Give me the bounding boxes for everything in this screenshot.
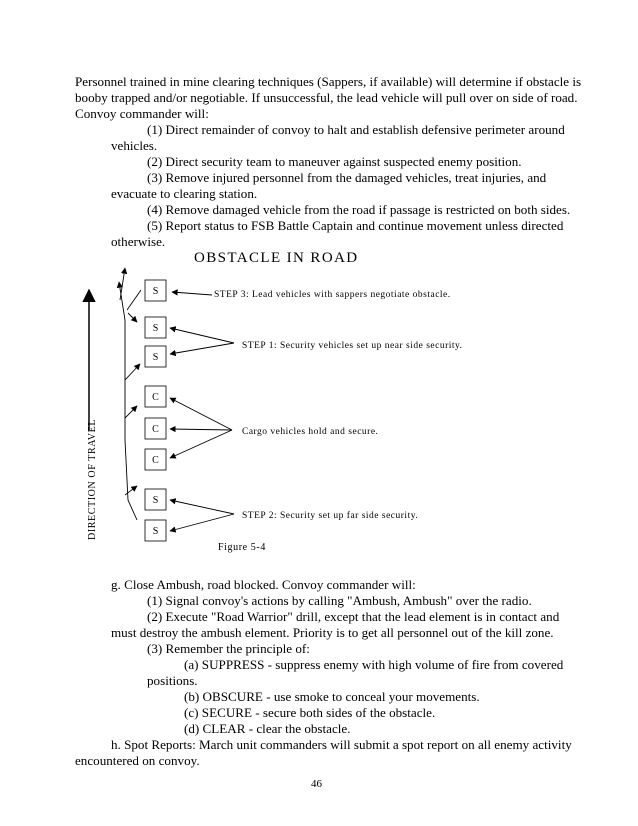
vehicle-label: C: [152, 392, 159, 403]
intro-line: otherwise.: [111, 234, 166, 249]
direction-label: DIRECTION OF TRAVEL: [87, 418, 98, 540]
step2-label: STEP 2: Security set up far side security.: [242, 511, 419, 521]
intro-line: evacuate to clearing station.: [111, 186, 258, 201]
cargo-arrows: [170, 398, 232, 458]
cargo-label: Cargo vehicles hold and secure.: [242, 427, 379, 437]
figure-title: OBSTACLE IN ROAD: [194, 250, 359, 266]
intro-line: (2) Direct security team to maneuver against suspected enemy position.: [147, 154, 522, 169]
vehicle-label: S: [152, 495, 159, 506]
body-line: (d) CLEAR - clear the obstacle.: [184, 721, 351, 736]
intro-line: (4) Remove damaged vehicle from the road if passage is restricted on both sides.: [147, 202, 571, 217]
body-line: (3) Remember the principle of:: [147, 641, 310, 656]
vehicle-label: C: [152, 455, 159, 466]
intro-line: (1) Direct remainder of convoy to halt and establish defensive perimeter around: [147, 122, 565, 137]
body-line: encountered on convoy.: [75, 753, 200, 768]
body-line: must destroy the ambush element. Priority is to get all personnel out of the kill zone.: [111, 625, 554, 640]
body-line: h. Spot Reports: March unit commanders will submit a spot report on all enemy activity: [111, 737, 572, 752]
step3-arrow: [172, 292, 212, 295]
body-line: (2) Execute "Road Warrior" drill, except that the lead element is in contact and: [147, 609, 560, 624]
body-line: g. Close Ambush, road blocked. Convoy commander will:: [111, 577, 416, 592]
body-line: (b) OBSCURE - use smoke to conceal your movements.: [184, 689, 480, 704]
step2-arrows: [170, 500, 234, 531]
body-line: (c) SECURE - secure both sides of the obstacle.: [184, 705, 436, 720]
intro-line: Convoy commander will:: [75, 106, 209, 121]
body-line: (1) Signal convoy's actions by calling "Ambush, Ambush" over the radio.: [147, 593, 532, 608]
intro-line: (3) Remove injured personnel from the damaged vehicles, treat injuries, and: [147, 170, 547, 185]
intro-line: booby trapped and/or negotiable. If unsuccessful, the lead vehicle will pull over on side of road.: [75, 90, 578, 105]
intro-line: Personnel trained in mine clearing techniques (Sappers, if available) will determine if obstacle is: [75, 74, 582, 89]
body-line: (a) SUPPRESS - suppress enemy with high volume of fire from covered: [184, 657, 564, 672]
figure-caption: Figure 5-4: [218, 542, 266, 553]
vehicle-label: S: [152, 526, 159, 537]
step1-label: STEP 1: Security vehicles set up near side security.: [242, 341, 463, 351]
step1-arrows: [170, 328, 234, 354]
body-line: positions.: [147, 673, 198, 688]
vehicle-label: C: [152, 424, 159, 435]
vehicle-label: S: [152, 323, 159, 334]
vehicle-column: [145, 280, 166, 541]
vehicle-label: S: [152, 286, 159, 297]
movement-lines: [119, 268, 141, 520]
intro-line: (5) Report status to FSB Battle Captain and continue movement unless directed: [147, 218, 564, 233]
intro-line: vehicles.: [111, 138, 158, 153]
page-number: 46: [311, 778, 322, 790]
step3-label: STEP 3: Lead vehicles with sappers negotiate obstacle.: [214, 290, 451, 300]
vehicle-label: S: [152, 352, 159, 363]
